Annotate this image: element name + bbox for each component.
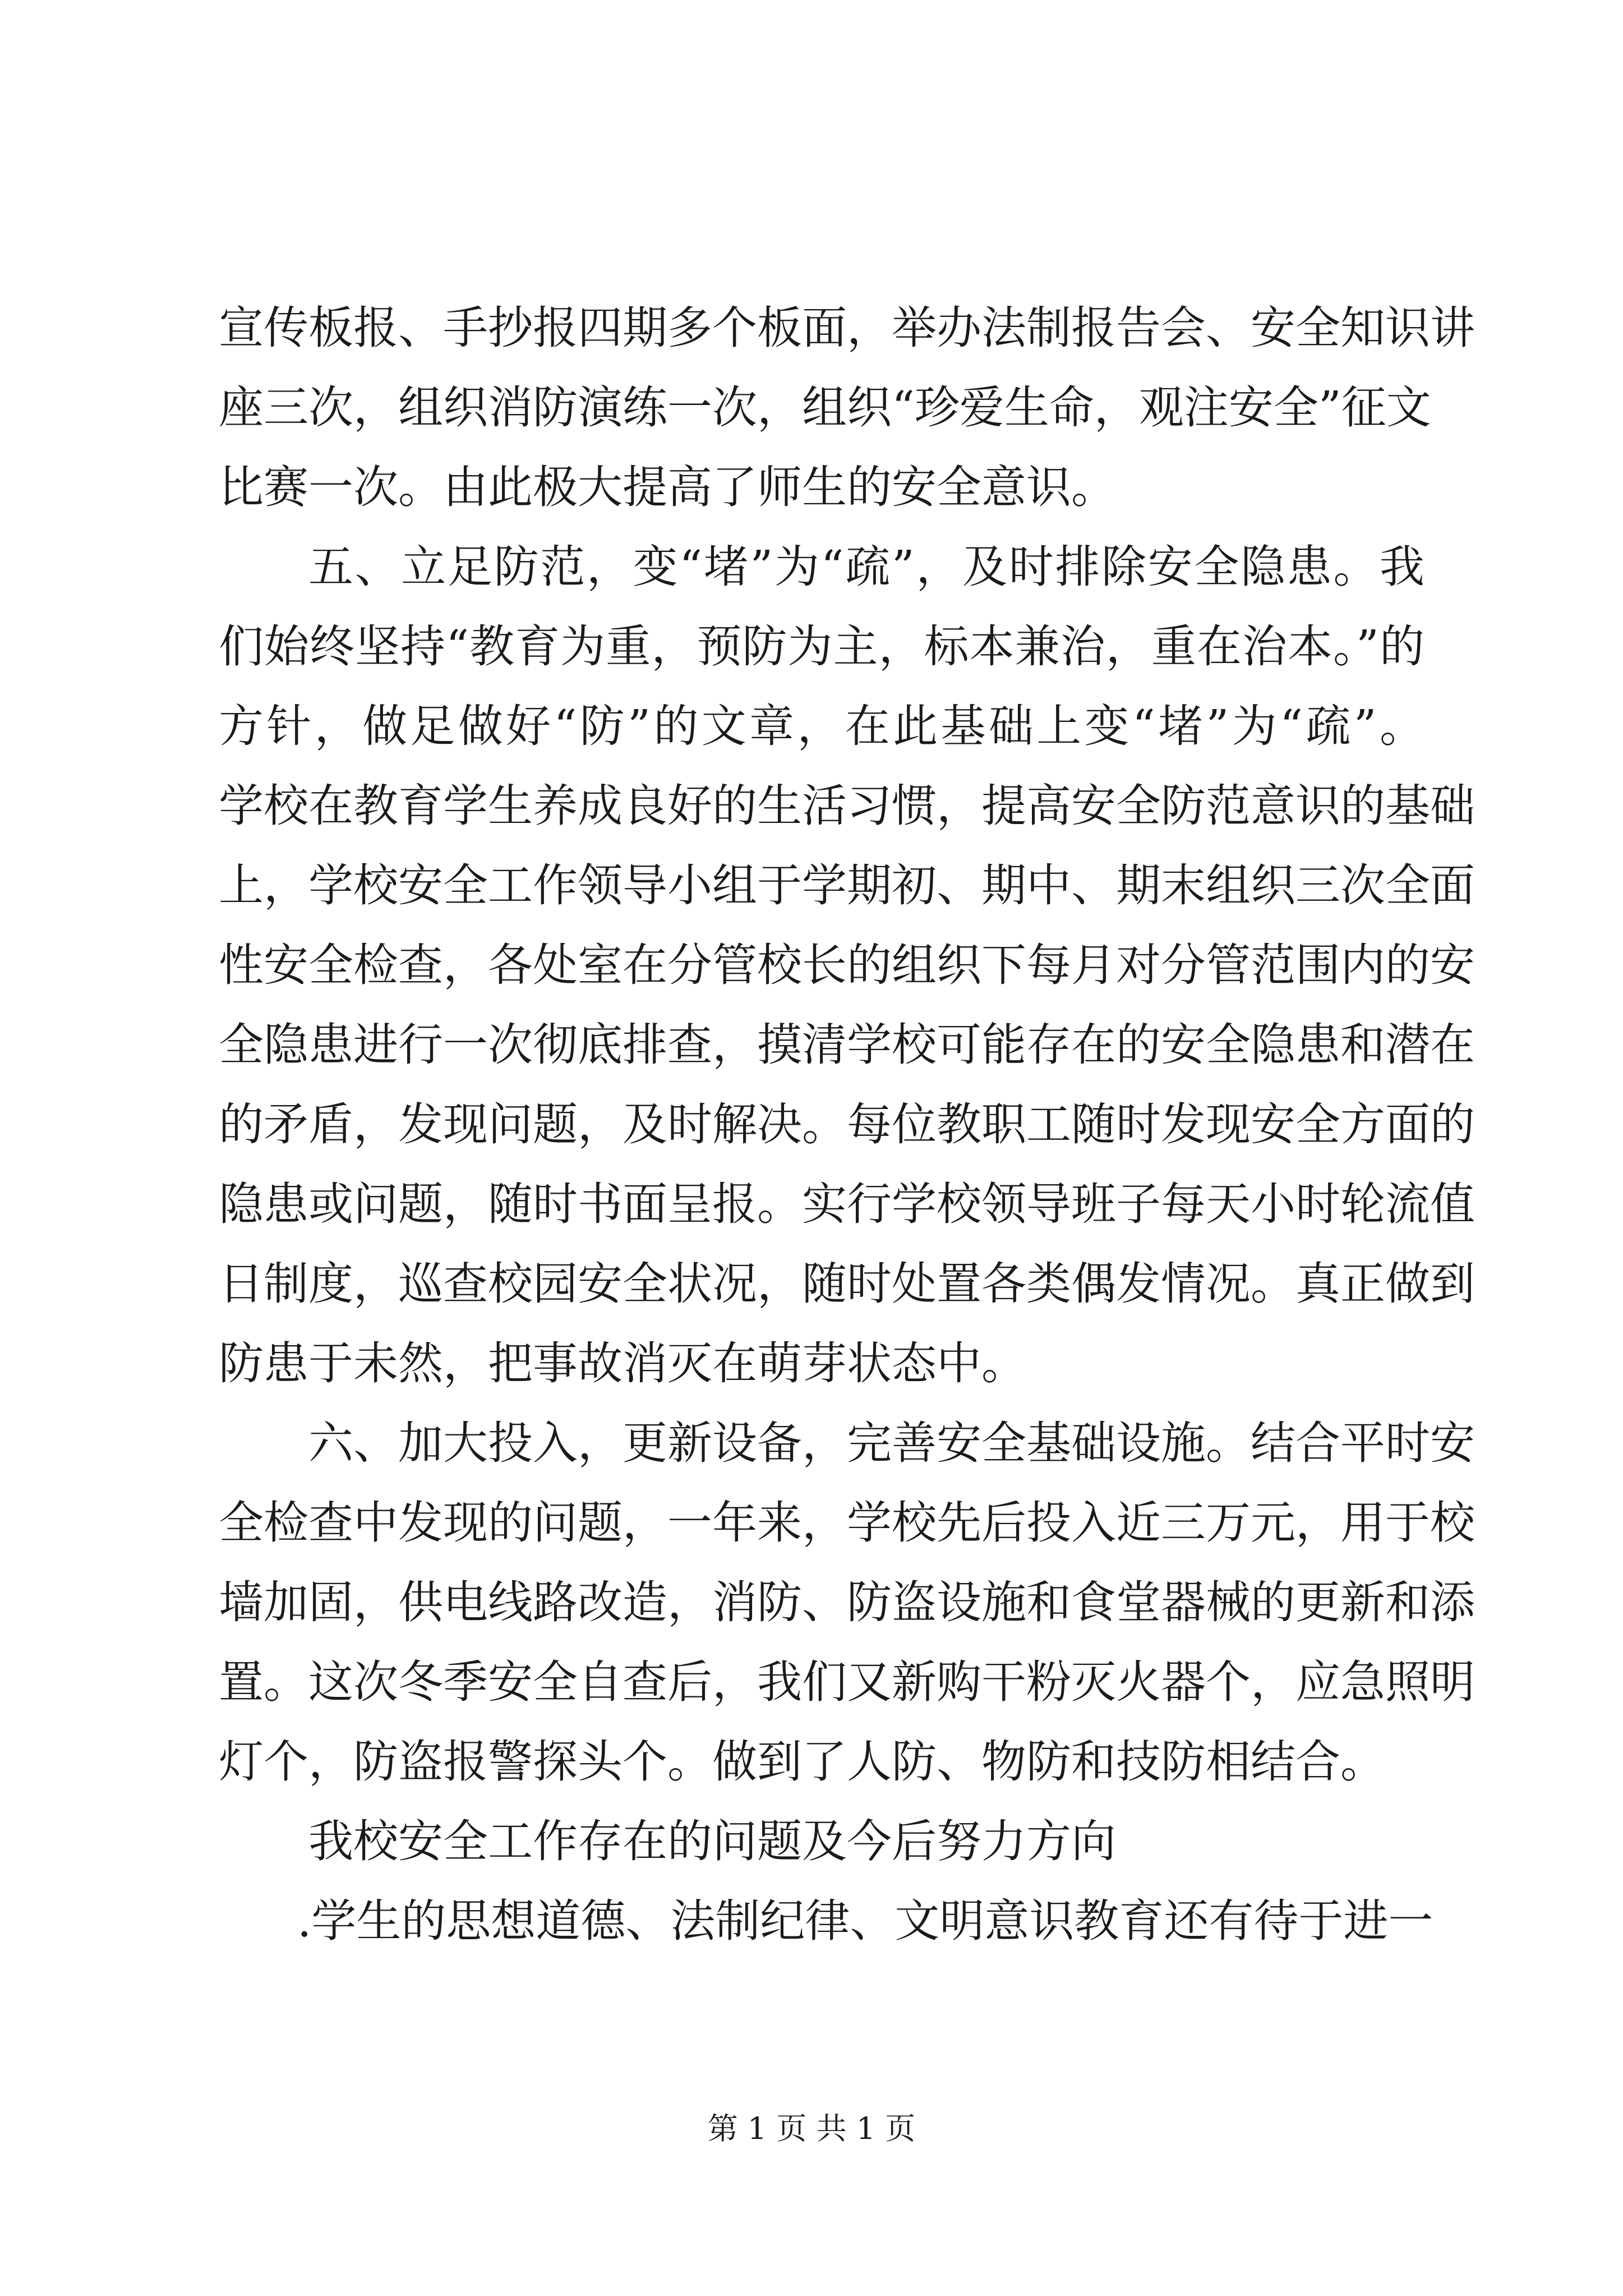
body-line-16: 全检查中发现的问题，一年来，学校先后投入近三万元，用于校 [219, 1497, 1475, 1549]
body-line-11: 的矛盾，发现问题，及时解决。每位教职工随时发现安全方面的 [219, 1098, 1475, 1151]
body-line-1: 宣传板报、手抄报四期多个板面，举办法制报告会、安全知识讲 [219, 302, 1475, 354]
body-line-18: 置。这次冬季安全自查后，我们又新购干粉灭火器个，应急照明 [219, 1656, 1475, 1708]
body-line-10: 全隐患进行一次彻底排查，摸清学校可能存在的安全隐患和潜在 [219, 1019, 1475, 1071]
section-5-heading-line: 五、立足防范，变“堵”为“疏”，及时排除安全隐患。我 [308, 541, 1424, 593]
body-line-13: 日制度，巡查校园安全状况，随时处置各类偶发情况。真正做到 [219, 1258, 1475, 1310]
section-6-heading-line: 六、加大投入，更新设备，完善安全基础设施。结合平时安 [308, 1417, 1475, 1469]
body-line-7: 学校在教育学生养成良好的生活习惯，提高安全防范意识的基础 [219, 780, 1475, 832]
problems-heading: 我校安全工作存在的问题及今后努力方向 [308, 1815, 1116, 1867]
body-line-8: 上，学校安全工作领导小组于学期初、期中、期末组织三次全面 [219, 859, 1475, 912]
body-line-17: 墙加固，供电线路改造，消防、防盗设施和食堂器械的更新和添 [219, 1576, 1475, 1628]
body-line-6: 方针，做足做好“防”的文章，在此基础上变“堵”为“疏”。 [219, 700, 1424, 752]
body-line-21: .学生的思想道德、法制纪律、文明意识教育还有待于进一 [297, 1895, 1433, 1947]
body-line-9: 性安全检查，各处室在分管校长的组织下每月对分管范围内的安 [219, 939, 1475, 991]
body-line-2: 座三次，组织消防演练一次，组织“珍爱生命，观注安全”征文 [219, 381, 1431, 434]
body-line-14: 防患于未然，把事故消灭在萌芽状态中。 [219, 1337, 1026, 1389]
page-footer: 第 1 页 共 1 页 [707, 2111, 916, 2146]
body-line-12: 隐患或问题，随时书面呈报。实行学校领导班子每天小时轮流值 [219, 1178, 1475, 1230]
body-line-3: 比赛一次。由此极大提高了师生的安全意识。 [219, 461, 1116, 513]
body-line-5: 们始终坚持“教育为重，预防为主，标本兼治，重在治本。”的 [219, 620, 1424, 673]
body-line-19: 灯个，防盗报警探头个。做到了人防、物防和技防相结合。 [219, 1736, 1385, 1788]
